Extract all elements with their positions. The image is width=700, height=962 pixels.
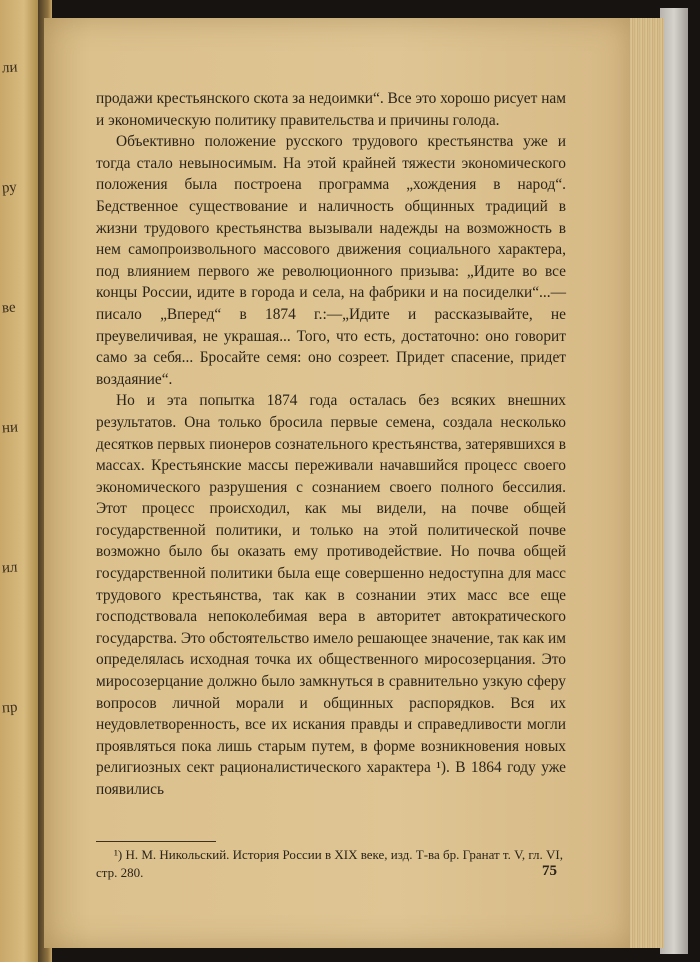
book-page [44,18,630,948]
main-text [96,88,566,801]
book-cover-edge [660,8,688,954]
left-page-fragment: ру [1,179,18,197]
left-page-fragment: ни [1,419,19,437]
left-page-fragment: пр [1,699,19,717]
paragraph: Объективно положение русского трудового крестьянства уже и тогда стало невыносимым. На этой крайней тяжести экономического положения была построена программа „хождения в народ“. Бедственное существование и наличность общинных традиций в жизни трудового крестьянства вызывали надежды на возможность в нем самопроизвольного массового движения социального характера, под влиянием первого же революционного призыва: „Идите во все концы России, идите в города и села, на фабрики и на посиделки“...—писало „Вперед“ в 1874 г.:—„Идите и рассказывайте, не преувеличивая, не украшая... Того, что есть, достаточно: оно говорит само за себя... Бросайте семя: оно созреет. Придет спасение, придет воздаяние“. [96,133,566,388]
footnote-divider [96,841,216,842]
left-page-fragment: ве [1,299,17,317]
page-number: 75 [542,863,557,879]
footnote: ¹) Н. М. Никольский. История России в XIX веке, изд. Т-ва бр. Гранат т. V, гл. VI, стр. 280. [96,847,563,880]
left-page-fragment: ли [1,59,19,77]
left-page-edge [0,0,40,962]
left-page-fragment: ил [1,559,19,577]
paragraph: Но и эта попытка 1874 года осталась без всяких внешних результатов. Она только бросила первые семена, создала несколько десятков первых пионеров сознательного крестьянства, затерявшихся в массах. Крестьянские массы переживали начавшийся процесс своего экономического разрушения с сознанием своего полного бессилия. Этот процесс происходил, как мы видели, на почве общей государственной политики, и только на этой политической почве возможно было бы оказать ему противодействие. Но почва общей государственной политики была еще совершенно недоступна для масс трудового крестьянства, так как в сознании этих масс все еще господствовала непоколебимая вера в авторитет автократического государства. Это обстоятельство имело решающее значение, так как им определялась исходная точка их общественного миросозерцания. Это миросозерцание должно было замкнуться в сравнительно узкую сферу вопросов личной морали и общинных распорядков. Вся их неудовлетворенность, все их искания правды и справедливости могли проявляться пока лишь старым путем, в форме возникновения новых религиозных сект рационалистического характера ¹). В 1864 году уже появились [96,392,566,798]
paragraph: продажи крестьянского скота за недоимки“. Все это хорошо рисует нам и экономическую политику правительства и причины голода. [96,90,566,129]
page-stack-edge [628,18,664,948]
